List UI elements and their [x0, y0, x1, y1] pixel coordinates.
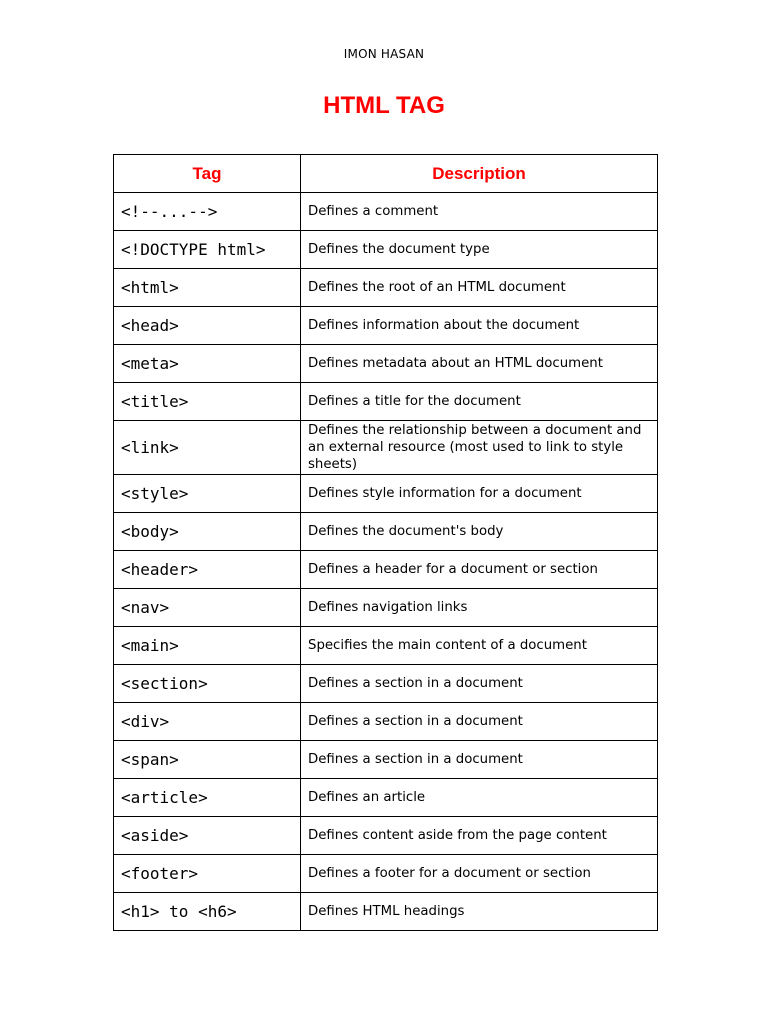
table-row — [114, 855, 658, 893]
table-row — [114, 193, 658, 231]
table-row — [114, 779, 658, 817]
tag-cell: <body> — [114, 513, 301, 551]
description-cell: Specifies the main content of a document — [301, 627, 658, 665]
table-row — [114, 589, 658, 627]
description-cell: Defines the relationship between a document and an external resource (most used to link to style sheets) — [301, 421, 658, 475]
table-row — [114, 817, 658, 855]
html-tag-table — [113, 154, 658, 931]
description-cell: Defines an article — [301, 779, 658, 817]
table-row — [114, 475, 658, 513]
table-row — [114, 269, 658, 307]
tag-cell: <link> — [114, 421, 301, 475]
description-cell: Defines the document's body — [301, 513, 658, 551]
table-row — [114, 665, 658, 703]
author-name: IMON HASAN — [343, 47, 425, 61]
tag-cell: <div> — [114, 703, 301, 741]
table-row — [114, 307, 658, 345]
description-cell: Defines a title for the document — [301, 383, 658, 421]
table-row — [114, 893, 658, 931]
tag-cell: <span> — [114, 741, 301, 779]
tag-cell: <title> — [114, 383, 301, 421]
table-row — [114, 703, 658, 741]
table-header-row — [114, 155, 658, 193]
tag-cell: <html> — [114, 269, 301, 307]
table-row — [114, 513, 658, 551]
description-cell: Defines navigation links — [301, 589, 658, 627]
tag-cell: <article> — [114, 779, 301, 817]
column-header-tag: Tag — [114, 155, 301, 193]
table-row — [114, 627, 658, 665]
tag-cell: <style> — [114, 475, 301, 513]
description-cell: Defines a section in a document — [301, 741, 658, 779]
table-row — [114, 421, 658, 475]
description-cell: Defines a header for a document or section — [301, 551, 658, 589]
tag-cell: <aside> — [114, 817, 301, 855]
tag-cell: <header> — [114, 551, 301, 589]
description-cell: Defines the document type — [301, 231, 658, 269]
table-row — [114, 231, 658, 269]
tag-cell: <section> — [114, 665, 301, 703]
tag-cell: <nav> — [114, 589, 301, 627]
description-cell: Defines style information for a document — [301, 475, 658, 513]
tag-cell: <main> — [114, 627, 301, 665]
tag-cell: <h1> to <h6> — [114, 893, 301, 931]
description-cell: Defines information about the document — [301, 307, 658, 345]
table-row — [114, 345, 658, 383]
column-header-description: Description — [301, 155, 658, 193]
tag-cell: <!--...--> — [114, 193, 301, 231]
tag-cell: <!DOCTYPE html> — [114, 231, 301, 269]
description-cell: Defines content aside from the page content — [301, 817, 658, 855]
tag-cell: <head> — [114, 307, 301, 345]
description-cell: Defines metadata about an HTML document — [301, 345, 658, 383]
description-cell: Defines a section in a document — [301, 703, 658, 741]
tag-cell: <meta> — [114, 345, 301, 383]
table-row — [114, 741, 658, 779]
description-cell: Defines a section in a document — [301, 665, 658, 703]
description-cell: Defines the root of an HTML document — [301, 269, 658, 307]
description-cell: Defines HTML headings — [301, 893, 658, 931]
page-title: HTML TAG — [323, 92, 445, 119]
description-cell: Defines a comment — [301, 193, 658, 231]
description-cell: Defines a footer for a document or section — [301, 855, 658, 893]
tag-cell: <footer> — [114, 855, 301, 893]
table-row — [114, 383, 658, 421]
table-row — [114, 551, 658, 589]
